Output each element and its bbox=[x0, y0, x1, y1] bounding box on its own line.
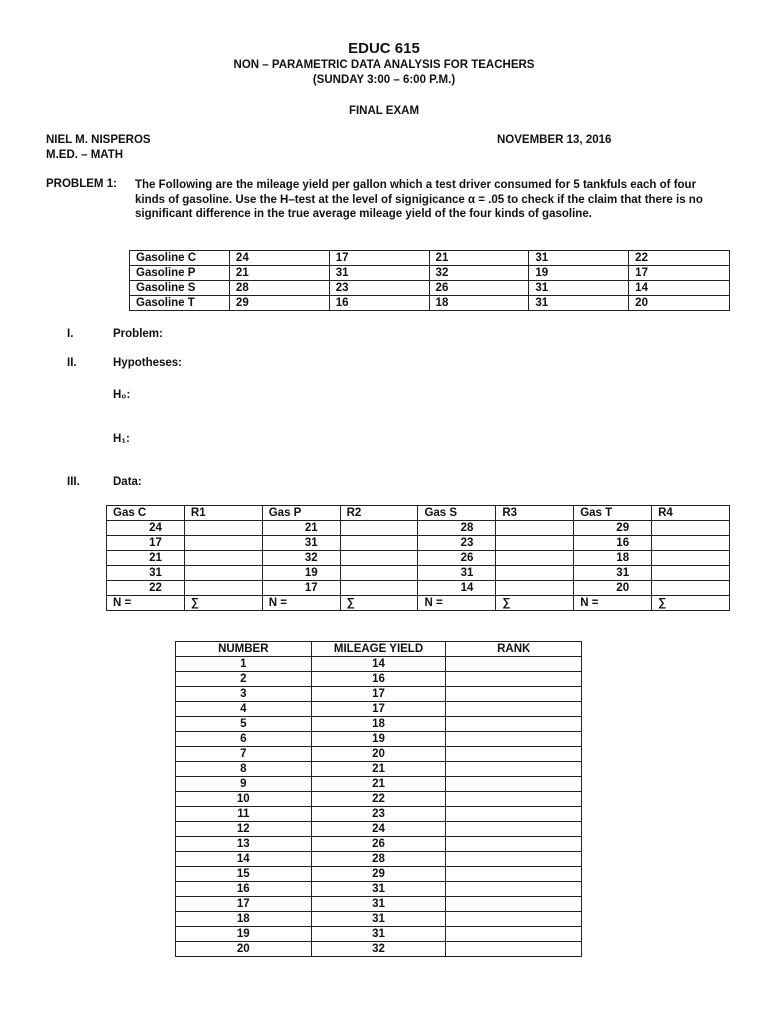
exam-title: FINAL EXAM bbox=[348, 105, 420, 117]
gas-value: 32 bbox=[262, 551, 340, 566]
rank-cell bbox=[446, 657, 582, 672]
mileage-yield: 21 bbox=[311, 762, 446, 777]
gas-value: 31 bbox=[107, 566, 185, 581]
mileage-value: 21 bbox=[229, 266, 329, 281]
rank-cell bbox=[652, 536, 730, 551]
gas-value: 21 bbox=[262, 521, 340, 536]
column-header: R1 bbox=[184, 506, 262, 521]
column-header: R3 bbox=[496, 506, 574, 521]
mileage-yield: 20 bbox=[311, 747, 446, 762]
table-row bbox=[107, 566, 730, 581]
rank-cell bbox=[496, 521, 574, 536]
mileage-value: 28 bbox=[229, 281, 329, 296]
gas-value: 21 bbox=[107, 551, 185, 566]
rank-cell bbox=[446, 822, 582, 837]
gas-value: 31 bbox=[574, 566, 652, 581]
mileage-value: 17 bbox=[629, 266, 730, 281]
mileage-value: 26 bbox=[429, 281, 529, 296]
student-name: NIEL M. NISPEROS bbox=[46, 134, 151, 146]
rank-cell bbox=[496, 566, 574, 581]
rank-cell bbox=[340, 521, 418, 536]
row-number: 13 bbox=[176, 837, 312, 852]
mileage-value: 22 bbox=[629, 251, 730, 266]
table-row bbox=[176, 792, 582, 807]
table-row bbox=[176, 822, 582, 837]
row-number: 9 bbox=[176, 777, 312, 792]
table-row bbox=[107, 521, 730, 536]
rank-cell bbox=[184, 581, 262, 596]
mileage-yield: 23 bbox=[311, 807, 446, 822]
rank-cell bbox=[184, 551, 262, 566]
rank-table bbox=[175, 641, 582, 957]
rank-cell bbox=[446, 762, 582, 777]
gasoline-name: Gasoline S bbox=[130, 281, 230, 296]
rank-cell bbox=[652, 521, 730, 536]
table-row bbox=[176, 702, 582, 717]
mileage-value: 31 bbox=[529, 296, 629, 311]
table-row bbox=[176, 897, 582, 912]
row-number: 19 bbox=[176, 927, 312, 942]
sum-label: ∑ bbox=[340, 596, 418, 611]
table-row bbox=[176, 657, 582, 672]
rank-cell bbox=[184, 536, 262, 551]
gasoline-table bbox=[129, 250, 730, 311]
table-row bbox=[176, 852, 582, 867]
gas-value: 14 bbox=[418, 581, 496, 596]
rank-cell bbox=[446, 732, 582, 747]
column-header: Gas T bbox=[574, 506, 652, 521]
row-number: 10 bbox=[176, 792, 312, 807]
mileage-yield: 24 bbox=[311, 822, 446, 837]
mileage-value: 20 bbox=[629, 296, 730, 311]
mileage-yield: 31 bbox=[311, 912, 446, 927]
rank-cell bbox=[446, 792, 582, 807]
column-header: Gas S bbox=[418, 506, 496, 521]
rank-cell bbox=[340, 551, 418, 566]
course-title: EDUC 615 bbox=[348, 40, 420, 57]
column-header: R2 bbox=[340, 506, 418, 521]
mileage-yield: 18 bbox=[311, 717, 446, 732]
rank-cell bbox=[446, 777, 582, 792]
rank-cell bbox=[652, 581, 730, 596]
section-3-number: III. bbox=[67, 476, 80, 488]
section-2-label: Hypotheses: bbox=[113, 357, 183, 369]
sum-label: ∑ bbox=[496, 596, 574, 611]
gas-value: 26 bbox=[418, 551, 496, 566]
problem-label: PROBLEM 1: bbox=[46, 178, 117, 190]
problem-text: The Following are the mileage yield per gallon which a test driver consumed for 5 tankfuls each of four kinds of gasoline. Use the H–test at the level of signigicance α = .05 to check if the claim that there is no significant difference in the true average mileage yield of the four kinds of gasoline. bbox=[135, 179, 703, 220]
table-row bbox=[176, 942, 582, 957]
mileage-yield: 26 bbox=[311, 837, 446, 852]
table-row bbox=[176, 777, 582, 792]
column-header: R4 bbox=[652, 506, 730, 521]
row-number: 17 bbox=[176, 897, 312, 912]
gas-value: 17 bbox=[262, 581, 340, 596]
table-row bbox=[176, 927, 582, 942]
section-1-label: Problem: bbox=[113, 328, 163, 340]
table-row bbox=[176, 717, 582, 732]
null-hypothesis-label: H₀: bbox=[113, 389, 131, 401]
column-header: NUMBER bbox=[176, 642, 312, 657]
gas-value: 18 bbox=[574, 551, 652, 566]
table-row bbox=[176, 807, 582, 822]
rank-cell bbox=[446, 837, 582, 852]
gas-value: 28 bbox=[418, 521, 496, 536]
gasoline-name: Gasoline T bbox=[130, 296, 230, 311]
rank-cell bbox=[446, 717, 582, 732]
rank-cell bbox=[652, 551, 730, 566]
rank-cell bbox=[446, 687, 582, 702]
rank-cell bbox=[446, 882, 582, 897]
gas-value: 29 bbox=[574, 521, 652, 536]
gas-value: 17 bbox=[107, 536, 185, 551]
row-number: 20 bbox=[176, 942, 312, 957]
row-number: 8 bbox=[176, 762, 312, 777]
gas-value: 16 bbox=[574, 536, 652, 551]
row-number: 7 bbox=[176, 747, 312, 762]
section-2-number: II. bbox=[67, 357, 77, 369]
rank-cell bbox=[446, 867, 582, 882]
table-row bbox=[176, 732, 582, 747]
rank-cell bbox=[340, 536, 418, 551]
mileage-value: 31 bbox=[329, 266, 429, 281]
mileage-value: 32 bbox=[429, 266, 529, 281]
table-row bbox=[176, 837, 582, 852]
gas-value: 31 bbox=[262, 536, 340, 551]
column-header: Gas P bbox=[262, 506, 340, 521]
gas-value: 31 bbox=[418, 566, 496, 581]
rank-cell bbox=[184, 566, 262, 581]
mileage-value: 16 bbox=[329, 296, 429, 311]
mileage-value: 18 bbox=[429, 296, 529, 311]
section-3-label: Data: bbox=[113, 476, 142, 488]
sum-label: ∑ bbox=[652, 596, 730, 611]
rank-cell bbox=[446, 672, 582, 687]
exam-date: NOVEMBER 13, 2016 bbox=[497, 134, 612, 146]
course-subtitle: NON – PARAMETRIC DATA ANALYSIS FOR TEACHERS bbox=[233, 59, 535, 71]
mileage-value: 24 bbox=[229, 251, 329, 266]
data-table bbox=[106, 505, 730, 611]
rank-cell bbox=[446, 747, 582, 762]
mileage-yield: 21 bbox=[311, 777, 446, 792]
gasoline-name: Gasoline P bbox=[130, 266, 230, 281]
table-header-row bbox=[107, 506, 730, 521]
row-number: 16 bbox=[176, 882, 312, 897]
table-row bbox=[107, 581, 730, 596]
table-row bbox=[107, 536, 730, 551]
table-row bbox=[176, 747, 582, 762]
table-row bbox=[176, 762, 582, 777]
rank-cell bbox=[340, 566, 418, 581]
mileage-yield: 16 bbox=[311, 672, 446, 687]
column-header: Gas C bbox=[107, 506, 185, 521]
mileage-value: 23 bbox=[329, 281, 429, 296]
row-number: 1 bbox=[176, 657, 312, 672]
n-label: N = bbox=[574, 596, 652, 611]
mileage-value: 21 bbox=[429, 251, 529, 266]
course-schedule: (SUNDAY 3:00 – 6:00 P.M.) bbox=[312, 74, 456, 86]
table-row bbox=[176, 687, 582, 702]
mileage-yield: 17 bbox=[311, 687, 446, 702]
mileage-value: 31 bbox=[529, 281, 629, 296]
n-label: N = bbox=[418, 596, 496, 611]
row-number: 15 bbox=[176, 867, 312, 882]
mileage-yield: 32 bbox=[311, 942, 446, 957]
rank-cell bbox=[446, 702, 582, 717]
rank-cell bbox=[446, 942, 582, 957]
rank-cell bbox=[446, 852, 582, 867]
rank-cell bbox=[340, 581, 418, 596]
mileage-yield: 31 bbox=[311, 897, 446, 912]
row-number: 12 bbox=[176, 822, 312, 837]
mileage-yield: 31 bbox=[311, 927, 446, 942]
totals-row bbox=[107, 596, 730, 611]
gas-value: 20 bbox=[574, 581, 652, 596]
mileage-value: 14 bbox=[629, 281, 730, 296]
table-row bbox=[176, 672, 582, 687]
mileage-yield: 28 bbox=[311, 852, 446, 867]
gas-value: 24 bbox=[107, 521, 185, 536]
rank-cell bbox=[446, 927, 582, 942]
rank-cell bbox=[496, 581, 574, 596]
table-row bbox=[130, 251, 730, 266]
mileage-yield: 29 bbox=[311, 867, 446, 882]
column-header: MILEAGE YIELD bbox=[311, 642, 446, 657]
gas-value: 22 bbox=[107, 581, 185, 596]
n-label: N = bbox=[262, 596, 340, 611]
rank-cell bbox=[446, 807, 582, 822]
rank-cell bbox=[652, 566, 730, 581]
alt-hypothesis-label: H₁: bbox=[113, 433, 130, 445]
rank-cell bbox=[446, 897, 582, 912]
rank-cell bbox=[496, 536, 574, 551]
table-row bbox=[107, 551, 730, 566]
table-row bbox=[130, 281, 730, 296]
rank-cell bbox=[184, 521, 262, 536]
sum-label: ∑ bbox=[184, 596, 262, 611]
row-number: 18 bbox=[176, 912, 312, 927]
gas-value: 23 bbox=[418, 536, 496, 551]
row-number: 11 bbox=[176, 807, 312, 822]
mileage-value: 29 bbox=[229, 296, 329, 311]
row-number: 14 bbox=[176, 852, 312, 867]
column-header: RANK bbox=[446, 642, 582, 657]
gasoline-name: Gasoline C bbox=[130, 251, 230, 266]
row-number: 3 bbox=[176, 687, 312, 702]
table-header-row bbox=[176, 642, 582, 657]
mileage-value: 17 bbox=[329, 251, 429, 266]
row-number: 6 bbox=[176, 732, 312, 747]
table-row bbox=[176, 882, 582, 897]
gas-value: 19 bbox=[262, 566, 340, 581]
table-row bbox=[130, 296, 730, 311]
mileage-yield: 31 bbox=[311, 882, 446, 897]
student-program: M.ED. – MATH bbox=[46, 149, 124, 161]
row-number: 4 bbox=[176, 702, 312, 717]
n-label: N = bbox=[107, 596, 185, 611]
rank-cell bbox=[446, 912, 582, 927]
table-row bbox=[130, 266, 730, 281]
row-number: 5 bbox=[176, 717, 312, 732]
mileage-yield: 17 bbox=[311, 702, 446, 717]
table-row bbox=[176, 867, 582, 882]
mileage-yield: 19 bbox=[311, 732, 446, 747]
mileage-yield: 22 bbox=[311, 792, 446, 807]
table-row bbox=[176, 912, 582, 927]
row-number: 2 bbox=[176, 672, 312, 687]
rank-cell bbox=[496, 551, 574, 566]
mileage-yield: 14 bbox=[311, 657, 446, 672]
mileage-value: 31 bbox=[529, 251, 629, 266]
mileage-value: 19 bbox=[529, 266, 629, 281]
section-1-number: I. bbox=[67, 328, 74, 340]
